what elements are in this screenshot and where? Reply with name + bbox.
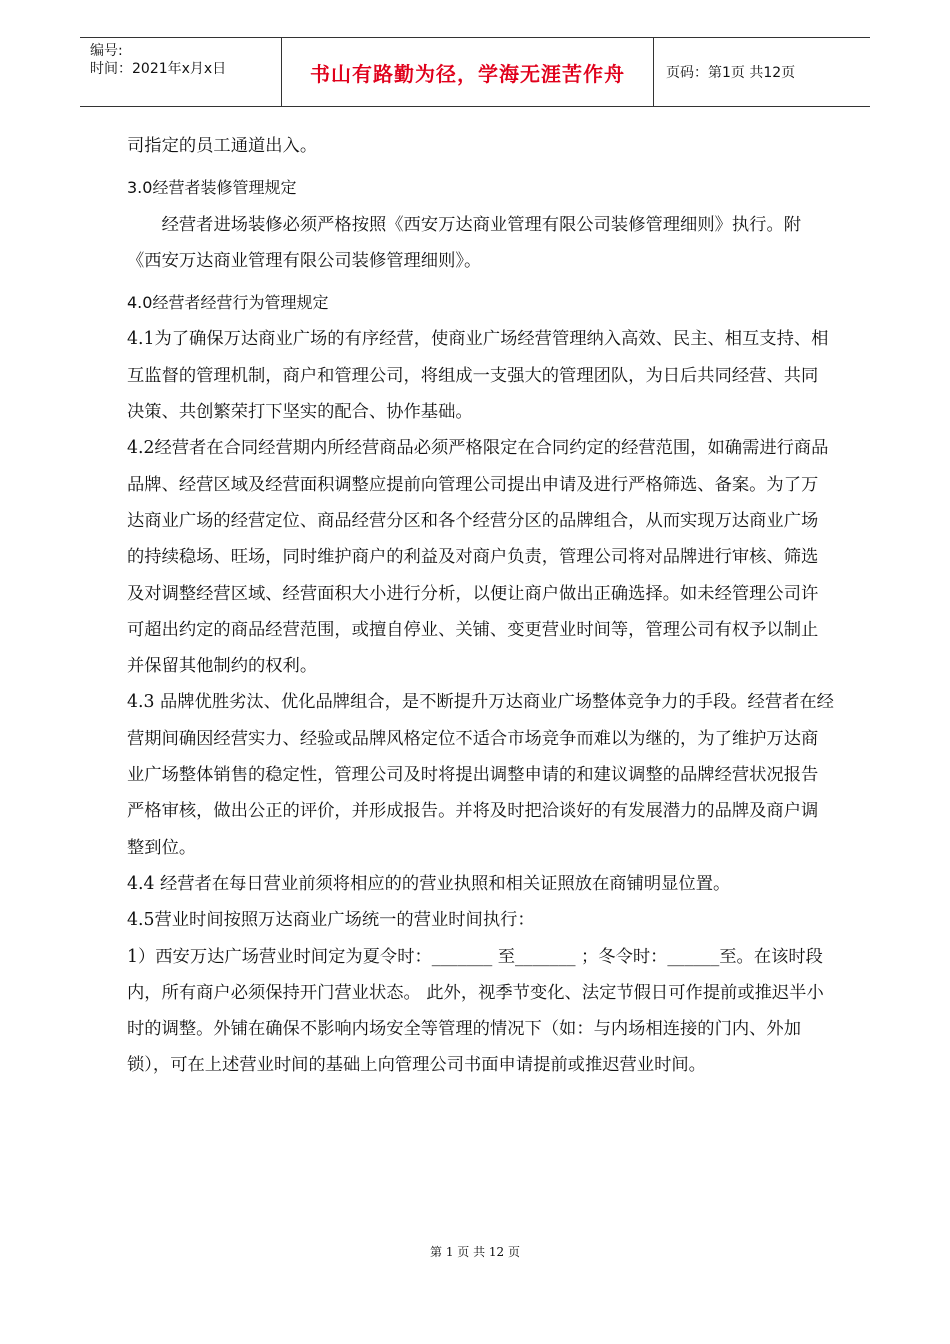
paragraph: 司指定的员工通道出入。 [127,136,318,156]
paragraph: 4.2经营者在合同经营期内所经营商品必须严格限定在合同约定的经营范围，如确需进行商品品牌、经营区域及经营面积调整应提前向管理公司提出申请及进行严格筛选、备案。为了万达商业广场的经营定位、商品经营分区和各个经营分区的品牌组合，从而实现万达商业广场的持续稳场、旺场，同时维护商户的利益及对商户负责，管理公司将对品牌进行审核、筛选及对调整经营区域、经营面积大小进行分析，以便让商户做出正确选择。如未经管理公司许可超出约定的商品经营范围，或擅自停业、关铺、变更营业时间等，管理公司有权予以制止并保留其他制约的权利。 [127,438,829,677]
document-number-label: 编号: [90,43,123,59]
header-motto: 书山有路勤为径，学海无涯苦作舟 [282,38,654,106]
header-page-info: 页码：第1页 共12页 [666,65,796,81]
paragraph: 4.5营业时间按照万达商业广场统一的营业时间执行： [127,910,535,931]
section-heading: 4.0经营者经营行为管理规定 [127,293,329,313]
paragraph: 4.1为了确保万达商业广场的有序经营，使商业广场经营管理纳入高效、民主、相互支持、相互监督的管理机制，商户和管理公司，将组成一支强大的管理团队，为日后共同经营、共同决策、共创繁荣打下坚实的配合、协作基础。 [127,329,829,423]
paragraph: 经营者进场装修必须严格按照《西安万达商业管理有限公司装修管理细则》执行。附《西安万达商业管理有限公司装修管理细则》。 [127,214,802,271]
paragraph: 1）西安万达广场营业时间定为夏令时：_______ 至_______ ；冬令时：______至。在该时段内，所有商户必须保持开门营业状态。 此外，视季节变化、法定节假日可作提前或推迟半小时的调整。外铺在确保不影响内场安全等管理的情况下（如：与内场相连接的门内、外加锁），可在上述营业时间的基础上向管理公司书面申请提前或推迟营业时间。 [127,946,824,1076]
document-time: 时间：2021年x月x日 [90,61,227,77]
paragraph: 4.3 品牌优胜劣汰、优化品牌组合，是不断提升万达商业广场整体竞争力的手段。经营者在经营期间确因经营实力、经验或品牌风格定位不适合市场竞争而难以为继的，为了维护万达商业广场整体销售的稳定性，管理公司及时将提出调整申请的和建议调整的品牌经营状况报告严格审核，做出公正的评价，并形成报告。并将及时把洽谈好的有发展潜力的品牌及商户调整到位。 [127,692,834,858]
header-meta [80,38,282,106]
paragraph: 4.4 经营者在每日营业前须将相应的的营业执照和相关证照放在商铺明显位置。 [127,873,731,894]
page-footer: 第 1 页 共 12 页 [430,1245,520,1259]
document-body [127,128,835,1084]
section-heading: 3.0经营者装修管理规定 [127,178,297,198]
page-header [80,37,870,107]
